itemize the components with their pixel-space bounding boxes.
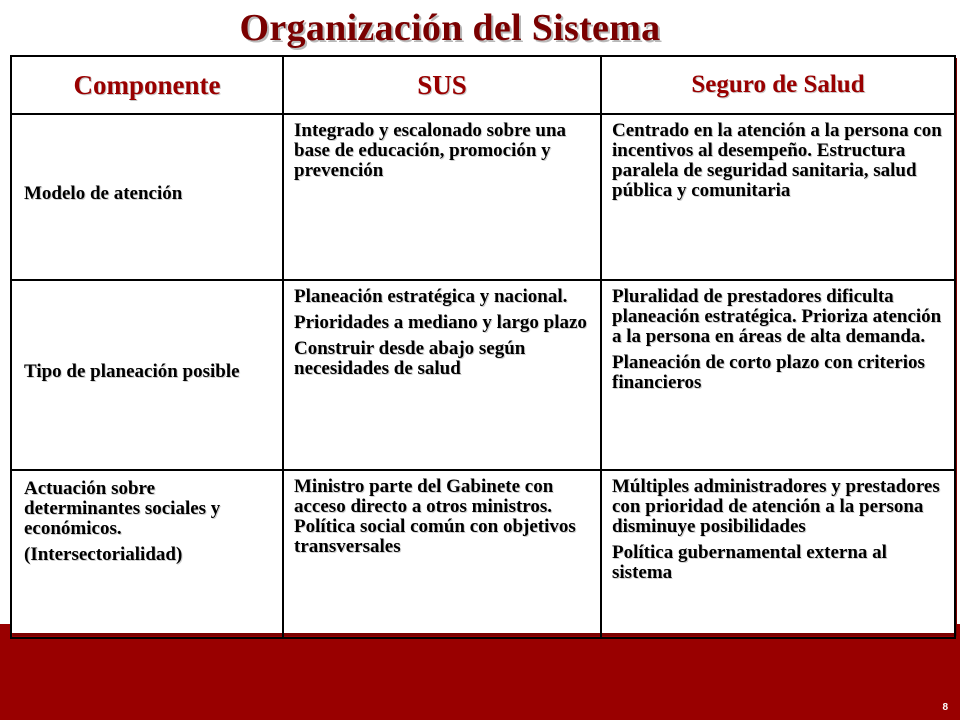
page-number: 8 [942,702,948,713]
component-text: Tipo de planeación posible [24,361,240,382]
row-component-cell [11,114,283,280]
table-header-row [11,56,955,114]
row-component-cell [11,280,283,470]
header-seguro-de-salud: Seguro de Salud [601,56,955,114]
row-seguro-cell [601,470,955,638]
slide-title: Organización del Sistema [239,7,661,49]
seguro-text: Centrado en la atención a la persona con incentivos al desempeño. Estructura paralela de seguridad sanitaria, salud pública y comunitaria [612,120,942,201]
sus-text: Ministro parte del Gabinete con acceso directo a otros ministros. Política social común con objetivos transversales [294,476,576,557]
table-row [11,470,955,638]
seguro-text: Política gubernamental externa al sistema [612,542,887,583]
row-sus-cell [283,114,601,280]
sus-text: Planeación estratégica y nacional. [294,286,568,307]
row-sus-cell [283,280,601,470]
row-seguro-cell [601,280,955,470]
comparison-table [10,55,956,639]
component-text: Actuación sobre determinantes sociales y económicos. [24,478,221,539]
table-row [11,114,955,280]
row-component-cell [11,470,283,638]
component-text: (Intersectorialidad) [24,544,183,565]
header-sus: SUS [283,56,601,114]
sus-text: Construir desde abajo según necesidades de salud [294,338,526,379]
sus-text: Prioridades a mediano y largo plazo [294,312,587,333]
comparison-table-container [10,55,954,633]
row-seguro-cell [601,114,955,280]
seguro-text: Planeación de corto plazo con criterios financieros [612,352,925,393]
table-row [11,280,955,470]
component-text: Modelo de atención [24,183,183,204]
sus-text: Integrado y escalonado sobre una base de educación, promoción y prevención [294,120,567,181]
seguro-text: Pluralidad de prestadores dificulta planeación estratégica. Prioriza atención a la persona en áreas de alta demanda. [612,286,942,347]
seguro-text: Múltiples administradores y prestadores con prioridad de atención a la persona disminuye posibilidades [612,476,940,537]
header-componente: Componente [11,56,283,114]
row-sus-cell [283,470,601,638]
